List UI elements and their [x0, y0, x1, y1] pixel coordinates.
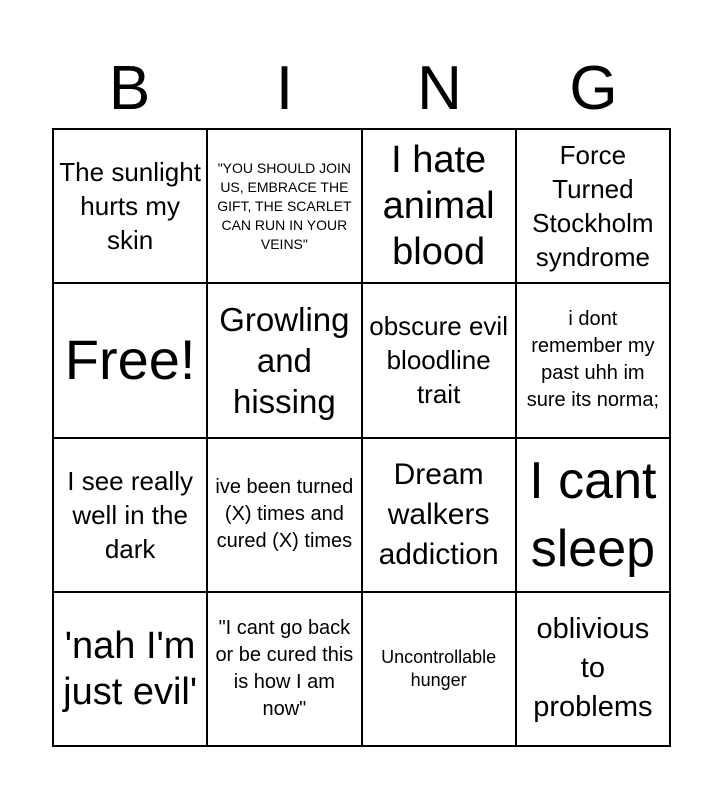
cell-text: i dont remember my past uhh im sure its norma;	[526, 308, 659, 412]
cell-text: ive been turned (X) times and cured (X) times	[215, 476, 354, 553]
bingo-grid	[52, 128, 671, 747]
cell-text: Dream walkers addiction	[378, 457, 499, 571]
cell-text: obscure evil bloodline trait	[369, 311, 508, 410]
cell-text: The sunlight hurts my skin	[59, 157, 201, 256]
header-letter-i: I	[275, 54, 294, 123]
bingo-header	[52, 50, 671, 128]
bingo-cell[interactable]	[208, 593, 362, 747]
bingo-cell[interactable]	[208, 284, 362, 438]
free-space-cell[interactable]	[54, 284, 208, 438]
cell-text: 'nah I'm just evil'	[63, 624, 198, 713]
bingo-cell[interactable]	[54, 130, 208, 284]
header-letter-b: B	[108, 54, 151, 123]
cell-text: "YOU SHOULD JOIN US, EMBRACE THE GIFT, THE SCARLET CAN RUN IN YOUR VEINS"	[217, 159, 352, 252]
bingo-cell[interactable]	[517, 284, 671, 438]
header-letter-n: N	[417, 54, 462, 123]
cell-text: Uncontrollable hunger	[381, 646, 497, 690]
bingo-cell[interactable]	[54, 439, 208, 593]
bingo-cell[interactable]	[208, 439, 362, 593]
bingo-cell[interactable]	[363, 130, 517, 284]
cell-text: oblivious to problems	[533, 613, 653, 724]
header-letter-g: G	[569, 54, 618, 123]
free-space-text: Free!	[64, 328, 196, 392]
bingo-cell[interactable]	[363, 593, 517, 747]
bingo-cell[interactable]	[208, 130, 362, 284]
bingo-cell[interactable]	[517, 439, 671, 593]
bingo-cell[interactable]	[517, 593, 671, 747]
cell-text: "I cant go back or be cured this is how I am now"	[215, 616, 354, 720]
cell-text: Force Turned Stockholm syndrome	[532, 140, 654, 273]
bingo-cell[interactable]	[363, 284, 517, 438]
cell-text: I cant sleep	[529, 451, 657, 578]
bingo-cell[interactable]	[363, 439, 517, 593]
bingo-cell[interactable]	[54, 593, 208, 747]
bingo-cell[interactable]	[517, 130, 671, 284]
cell-text: I hate animal blood	[382, 139, 495, 274]
cell-text: Growling and hissing	[219, 300, 350, 420]
cell-text: I see really well in the dark	[67, 465, 193, 564]
